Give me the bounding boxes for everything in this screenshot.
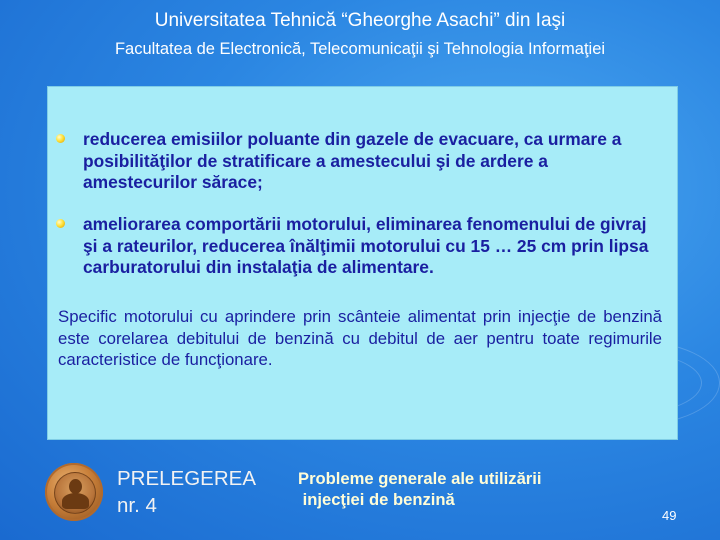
presentation-title: Universitatea Tehnică “Gheorghe Asachi” din Iaşi <box>154 10 566 31</box>
bullet-item <box>56 129 662 194</box>
bullet-item <box>56 214 662 279</box>
bullet-text: reducerea emisiilor poluante din gazele de evacuare, ca urmare a posibilităţilor de stratificare a amestecului şi de ardere a amestecurilor sărace; <box>83 129 622 192</box>
lecture-topic-line2: injecţiei de benzină <box>298 490 455 509</box>
body-paragraph: Specific motorului cu aprindere prin scânteie alimentat prin injecţie de benzină este corelarea debitului de benzină cu debitul de aer pentru toate regimurile caracteristice de funcţionare. <box>58 307 662 369</box>
page-number: 49 <box>662 508 677 523</box>
medallion-portrait-icon <box>54 472 96 514</box>
lecture-topic-line1: Probleme generale ale utilizării <box>298 469 542 488</box>
lecture-title: PRELEGEREA <box>117 467 256 490</box>
content-panel <box>47 86 678 440</box>
presentation-subtitle: Facultatea de Electronică, Telecomunicaţii şi Tehnologia Informaţiei <box>114 40 606 58</box>
university-medallion-logo <box>45 463 103 521</box>
bullet-text: ameliorarea comportării motorului, eliminarea fenomenului de givraj şi a rateurilor, reducerea înălţimii motorului cu 15 … 25 cm prin lipsa carburatorului din instalaţia de alimentare. <box>83 214 649 277</box>
bullet-icon <box>56 134 65 143</box>
bullet-icon <box>56 219 65 228</box>
lecture-number: nr. 4 <box>117 494 157 517</box>
lecture-topic <box>298 468 541 510</box>
lecture-label <box>117 465 256 519</box>
